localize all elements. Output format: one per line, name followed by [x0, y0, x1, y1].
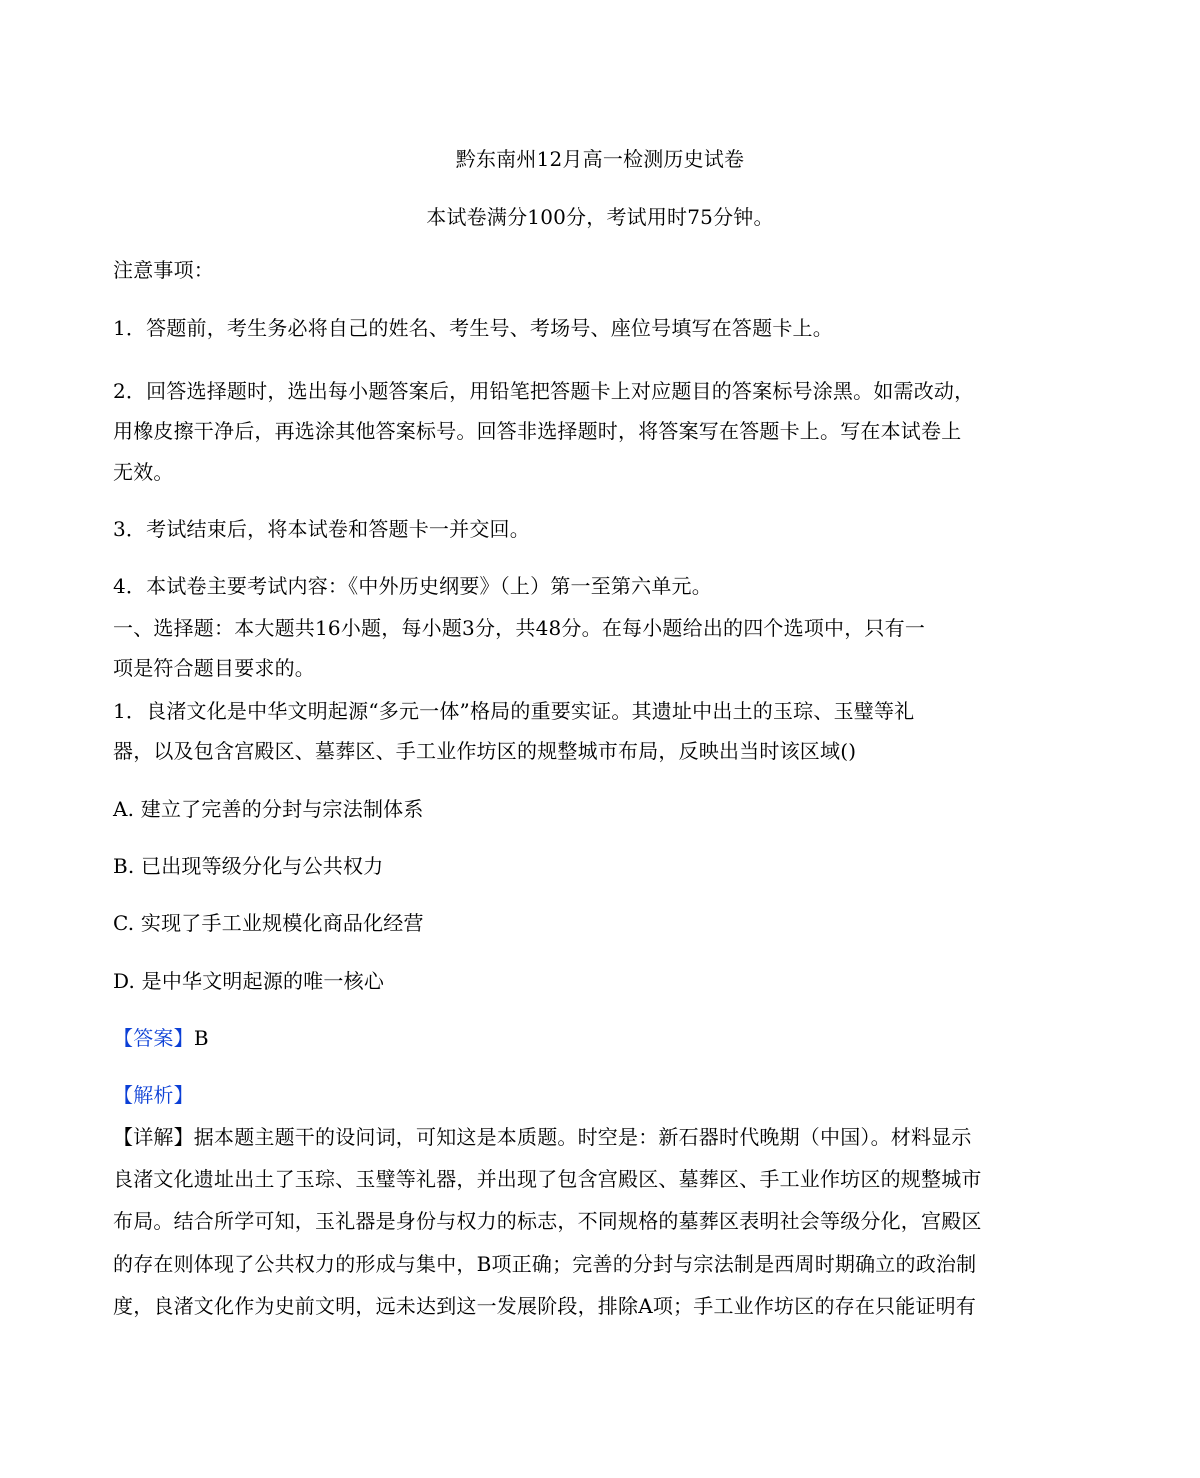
- option-d: D. 是中华文明起源的唯一核心: [113, 969, 385, 993]
- notice-item: 用橡皮擦干净后，再选涂其他答案标号。回答非选择题时，将答案写在答题卡上。写在本试卷上: [113, 419, 962, 443]
- section-heading: 一、选择题：本大题共16小题，每小题3分，共48分。在每小题给出的四个选项中，只有一: [113, 616, 926, 640]
- detail-line: 的存在则体现了公共权力的形成与集中，B项正确；完善的分封与宗法制是西周时期确立的政治制: [113, 1252, 977, 1276]
- analysis-tag: 【解析】: [113, 1083, 194, 1107]
- document-subtitle: 本试卷满分100分，考试用时75分钟。: [426, 205, 774, 229]
- detail-line: 良渚文化遗址出土了玉琮、玉璧等礼器，并出现了包含宫殿区、墓葬区、手工业作坊区的规整城市: [113, 1167, 982, 1191]
- answer-tag: 【答案】: [113, 1026, 194, 1050]
- notice-item: 2．回答选择题时，选出每小题答案后，用铅笔把答题卡上对应题目的答案标号涂黑。如需改动，: [113, 379, 975, 403]
- question-stem: 器，以及包含宫殿区、墓葬区、手工业作坊区的规整城市布局，反映出当时该区域(): [113, 739, 857, 763]
- option-c: C. 实现了手工业规模化商品化经营: [113, 911, 424, 935]
- notice-item: 无效。: [113, 460, 174, 484]
- question-stem: 1．良渚文化是中华文明起源“多元一体”格局的重要实证。其遗址中出土的玉琮、玉璧等礼: [113, 699, 915, 723]
- notice-item: 1．答题前，考生务必将自己的姓名、考生号、考场号、座位号填写在答题卡上。: [113, 316, 833, 340]
- document-title: 黔东南州12月高一检测历史试卷: [455, 147, 745, 171]
- detail-line: 度，良渚文化作为史前文明，远未达到这一发展阶段，排除A项；手工业作坊区的存在只能证明有: [113, 1294, 977, 1318]
- answer-value: B: [193, 1026, 209, 1050]
- detail-line: 【详解】据本题主题干的设问词，可知这是本质题。时空是：新石器时代晚期（中国）。材料显示: [113, 1125, 972, 1149]
- notice-item: 3．考试结束后，将本试卷和答题卡一并交回。: [113, 517, 530, 541]
- section-heading-cont: 项是符合题目要求的。: [113, 656, 315, 680]
- notice-heading: 注意事项：: [113, 258, 214, 282]
- answer-line: [113, 1017, 1033, 1059]
- option-b: B. 已出现等级分化与公共权力: [113, 854, 384, 878]
- option-a: A. 建立了完善的分封与宗法制体系: [113, 797, 424, 821]
- detail-line: 布局。结合所学可知，玉礼器是身份与权力的标志，不同规格的墓葬区表明社会等级分化，宫殿区: [113, 1209, 982, 1233]
- notice-item: 4．本试卷主要考试内容：《中外历史纲要》（上）第一至第六单元。: [113, 574, 712, 598]
